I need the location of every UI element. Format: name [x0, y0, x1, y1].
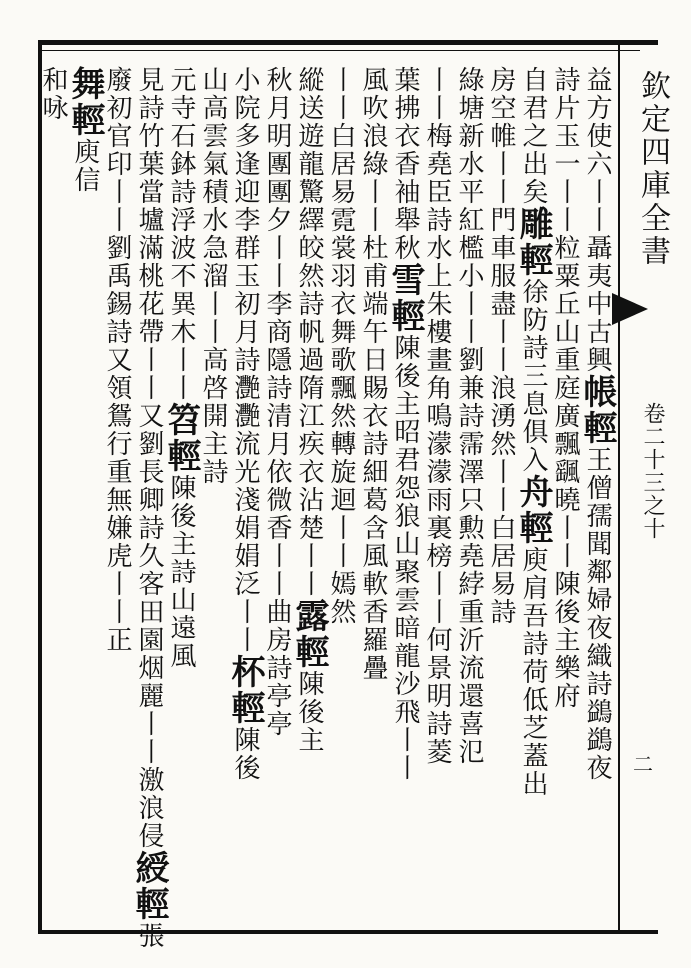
text-segment: 益方使六丨丨聶夷中古興 [582, 66, 612, 374]
text-segment: 自君之出矣 [518, 66, 548, 206]
text-segment: 庾信 [70, 138, 100, 194]
headword: 輕 [129, 886, 169, 922]
text-segment: 庭廣飄颻曉丨丨陳後主樂府 [550, 374, 580, 710]
frame-bottom-rule [38, 930, 658, 934]
text-segment: 正 [102, 626, 132, 654]
text-segment: 風吹浪綠丨丨 [358, 66, 388, 234]
text-segment: 房空帷丨丨 [486, 66, 516, 206]
text-segment: 徐防詩三息俱入 [518, 278, 548, 474]
headword: 輕 [513, 510, 553, 546]
text-segment: 庾肩吾詩荷低芝蓋出 [518, 546, 548, 798]
headword: 輕 [289, 634, 329, 670]
text-segment: 綠塘新水平紅檻小丨丨劉兼詩霈澤只勲堯綍重沂流還喜氾 [454, 66, 484, 766]
margin-left-rule [618, 40, 620, 933]
text-segment: 陳後 [230, 726, 260, 782]
text-segment: 山高雲氣積水急溜丨丨高啓開 [198, 66, 228, 430]
headword: 杯 [225, 654, 265, 690]
text-segment: 陳後主 [294, 670, 324, 754]
text-segment: 杜甫端午日賜衣詩細葛含風軟香羅疊 [358, 234, 388, 682]
headword: 輕 [513, 242, 553, 278]
text-segment: 葉拂衣香袖舉秋 [390, 66, 420, 262]
text-segment: 小院多逢迎李群玉初月詩灧灧流光淺娟娟泛丨丨 [230, 66, 260, 654]
text-segment: 陳後主詩山遠風 [166, 474, 196, 670]
chapter-ref: 卷二十三之十 [640, 402, 665, 540]
headword: 輕 [225, 690, 265, 726]
text-segment: 主詩 [198, 430, 228, 486]
text-segment: 詩亭亭 [262, 654, 292, 738]
text-segment: 廢初官印丨丨劉禹錫詩又領鴛行重無嫌虎丨丨 [102, 66, 132, 626]
headword: 舞 [65, 66, 105, 102]
book-title: 欽定四庫全書 [635, 70, 670, 268]
text-segment: 和咏 [38, 66, 68, 122]
text-segment: 丨丨白居易霓裳羽衣舞歌飄然轉旋迴丨丨嫣然 [326, 66, 356, 626]
headword: 綬 [129, 850, 169, 886]
headword: 帳 [577, 374, 617, 410]
frame-top-rule [38, 40, 658, 45]
headword: 輕 [385, 298, 425, 334]
headword: 輕 [577, 410, 617, 446]
text-segment: 縱送遊龍驚繹皎然詩帆過隋江疾衣沾楚丨丨 [294, 66, 324, 598]
text-segment: 元寺石鉢詩浮波不異木丨丨 [166, 66, 196, 402]
text-segment: 秋月明團團夕丨丨李商隱詩清月依微香丨丨曲房 [262, 66, 292, 654]
text-segment: 烟麗丨丨激浪侵 [134, 654, 164, 850]
text-segment: 見詩竹葉當壚滿桃花帶丨丨又劉長卿詩久客田園 [134, 66, 164, 654]
text-segment: 詩片玉一丨丨粒粟丘山重 [550, 66, 580, 374]
text-column [34, 66, 72, 926]
headword: 舟 [513, 474, 553, 510]
text-segment: 陳後主昭君怨狼山聚雲暗龍沙飛丨丨 [390, 334, 420, 782]
headword: 雪 [385, 262, 425, 298]
text-segment: 丨丨梅堯臣詩水上朱樓畫角鳴濛濛雨裏榜丨丨何景明詩菱 [422, 66, 452, 766]
page-number: 二 [633, 752, 653, 776]
headword: 輕 [161, 438, 201, 474]
text-segment: 張 [134, 922, 164, 950]
headword: 露 [289, 598, 329, 634]
headword: 笤 [161, 402, 201, 438]
text-segment: 門車服盡丨丨 [486, 206, 516, 374]
headword: 輕 [65, 102, 105, 138]
text-segment: 王僧孺聞鄰婦夜織詩鷁鷁夜 [582, 446, 612, 782]
headword: 雕 [513, 206, 553, 242]
text-segment: 浪湧然丨丨白居易詩 [486, 374, 516, 626]
frame-inner-top-rule [40, 50, 640, 51]
